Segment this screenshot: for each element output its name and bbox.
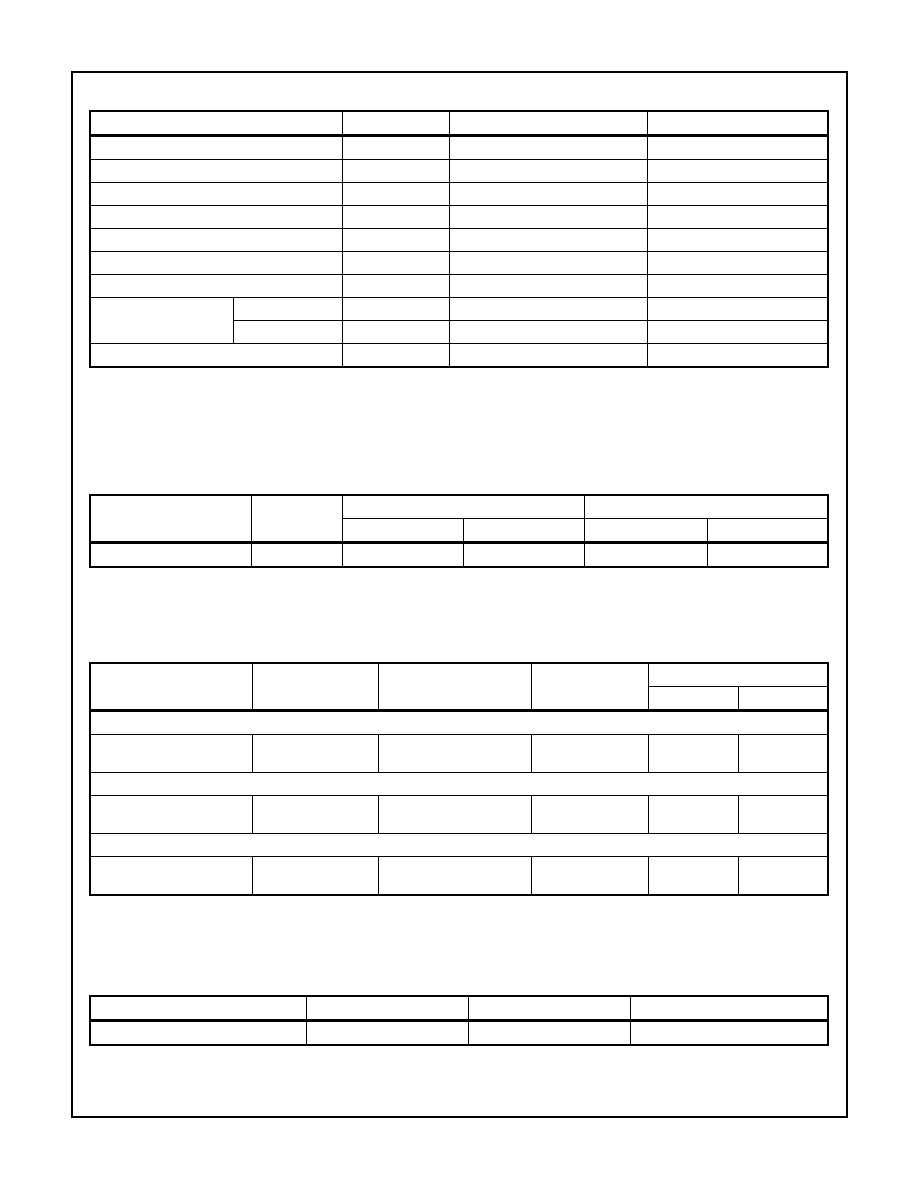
table-row — [90, 160, 828, 183]
table-cell — [90, 229, 342, 252]
table-cell — [647, 183, 828, 206]
table-cell — [252, 735, 378, 773]
table-cell — [584, 519, 707, 543]
table-cell — [342, 321, 449, 344]
table-cell — [90, 160, 342, 183]
table-row — [90, 252, 828, 275]
table-cell — [648, 663, 828, 687]
table-cell — [584, 543, 707, 568]
table-cell — [531, 796, 648, 834]
table-cell — [630, 1021, 828, 1046]
table-cell — [449, 229, 647, 252]
table-cell — [306, 1021, 468, 1046]
table-cell — [449, 111, 647, 136]
table-row — [90, 275, 828, 298]
table-cell — [449, 136, 647, 160]
table-cell — [342, 206, 449, 229]
table-cell — [90, 183, 342, 206]
table-cell — [90, 136, 342, 160]
table-cell — [252, 663, 378, 711]
table-cell — [90, 275, 342, 298]
table-cell — [252, 796, 378, 834]
table-cell — [531, 857, 648, 896]
table-cell — [90, 252, 342, 275]
form-table-2 — [89, 494, 829, 568]
table-cell — [342, 344, 449, 368]
table-row — [90, 183, 828, 206]
form-table-3 — [89, 662, 829, 896]
table-cell — [378, 796, 531, 834]
table-cell — [738, 735, 828, 773]
table-cell — [707, 519, 828, 543]
table-cell — [647, 298, 828, 321]
table-section-band — [90, 773, 828, 796]
table-cell — [90, 857, 252, 896]
table-cell — [90, 543, 251, 568]
table-cell — [252, 857, 378, 896]
table-cell — [647, 229, 828, 252]
table-cell — [90, 111, 342, 136]
table-cell — [90, 834, 828, 857]
table-cell — [647, 136, 828, 160]
table-cell — [468, 996, 630, 1021]
table-section-band — [90, 834, 828, 857]
table-cell — [342, 136, 449, 160]
table-cell — [463, 543, 584, 568]
table-cell — [449, 275, 647, 298]
table-3-header-row-1 — [90, 663, 828, 687]
table-cell — [648, 687, 738, 711]
table-cell — [342, 275, 449, 298]
table-cell — [90, 298, 233, 344]
form-table-1 — [89, 110, 829, 368]
table-cell — [647, 160, 828, 183]
table-cell — [647, 321, 828, 344]
table-cell — [648, 857, 738, 896]
table-cell — [449, 344, 647, 368]
table-4-header-row — [90, 996, 828, 1021]
table-cell — [378, 663, 531, 711]
table-row — [90, 206, 828, 229]
table-cell — [90, 711, 828, 735]
table-cell — [647, 111, 828, 136]
table-section-band — [90, 711, 828, 735]
table-cell — [251, 495, 342, 543]
table-cell — [449, 206, 647, 229]
table-row — [90, 298, 828, 321]
table-cell — [251, 543, 342, 568]
table-cell — [468, 1021, 630, 1046]
table-cell — [342, 298, 449, 321]
table-row — [90, 344, 828, 368]
table-cell — [342, 495, 584, 519]
table-cell — [738, 857, 828, 896]
table-cell — [647, 252, 828, 275]
table-cell — [342, 111, 449, 136]
table-row — [90, 136, 828, 160]
table-cell — [449, 321, 647, 344]
table-row — [90, 229, 828, 252]
table-cell — [90, 495, 251, 543]
table-cell — [648, 796, 738, 834]
table-cell — [90, 1021, 306, 1046]
table-cell — [342, 543, 463, 568]
table-cell — [378, 857, 531, 896]
table-2-header-row-1 — [90, 495, 828, 519]
table-cell — [342, 160, 449, 183]
table-cell — [342, 229, 449, 252]
table-cell — [463, 519, 584, 543]
table-cell — [90, 796, 252, 834]
table-cell — [90, 773, 828, 796]
table-cell — [233, 298, 342, 321]
table-cell — [449, 252, 647, 275]
table-cell — [90, 996, 306, 1021]
table-cell — [647, 344, 828, 368]
table-cell — [90, 735, 252, 773]
table-cell — [342, 183, 449, 206]
table-cell — [90, 344, 342, 368]
table-cell — [342, 519, 463, 543]
table-row — [90, 796, 828, 834]
table-cell — [738, 796, 828, 834]
table-cell — [449, 298, 647, 321]
table-cell — [306, 996, 468, 1021]
table-cell — [233, 321, 342, 344]
table-cell — [378, 735, 531, 773]
table-cell — [647, 206, 828, 229]
table-1-header-row — [90, 111, 828, 136]
table-cell — [531, 735, 648, 773]
table-cell — [584, 495, 828, 519]
table-cell — [342, 252, 449, 275]
table-row — [90, 735, 828, 773]
table-row — [90, 857, 828, 896]
table-cell — [449, 183, 647, 206]
table-cell — [90, 663, 252, 711]
table-row — [90, 1021, 828, 1046]
table-cell — [648, 735, 738, 773]
table-cell — [647, 275, 828, 298]
table-cell — [449, 160, 647, 183]
table-cell — [531, 663, 648, 711]
table-cell — [738, 687, 828, 711]
table-cell — [90, 206, 342, 229]
form-table-4 — [89, 995, 829, 1046]
table-cell — [630, 996, 828, 1021]
table-cell — [707, 543, 828, 568]
table-row — [90, 543, 828, 568]
